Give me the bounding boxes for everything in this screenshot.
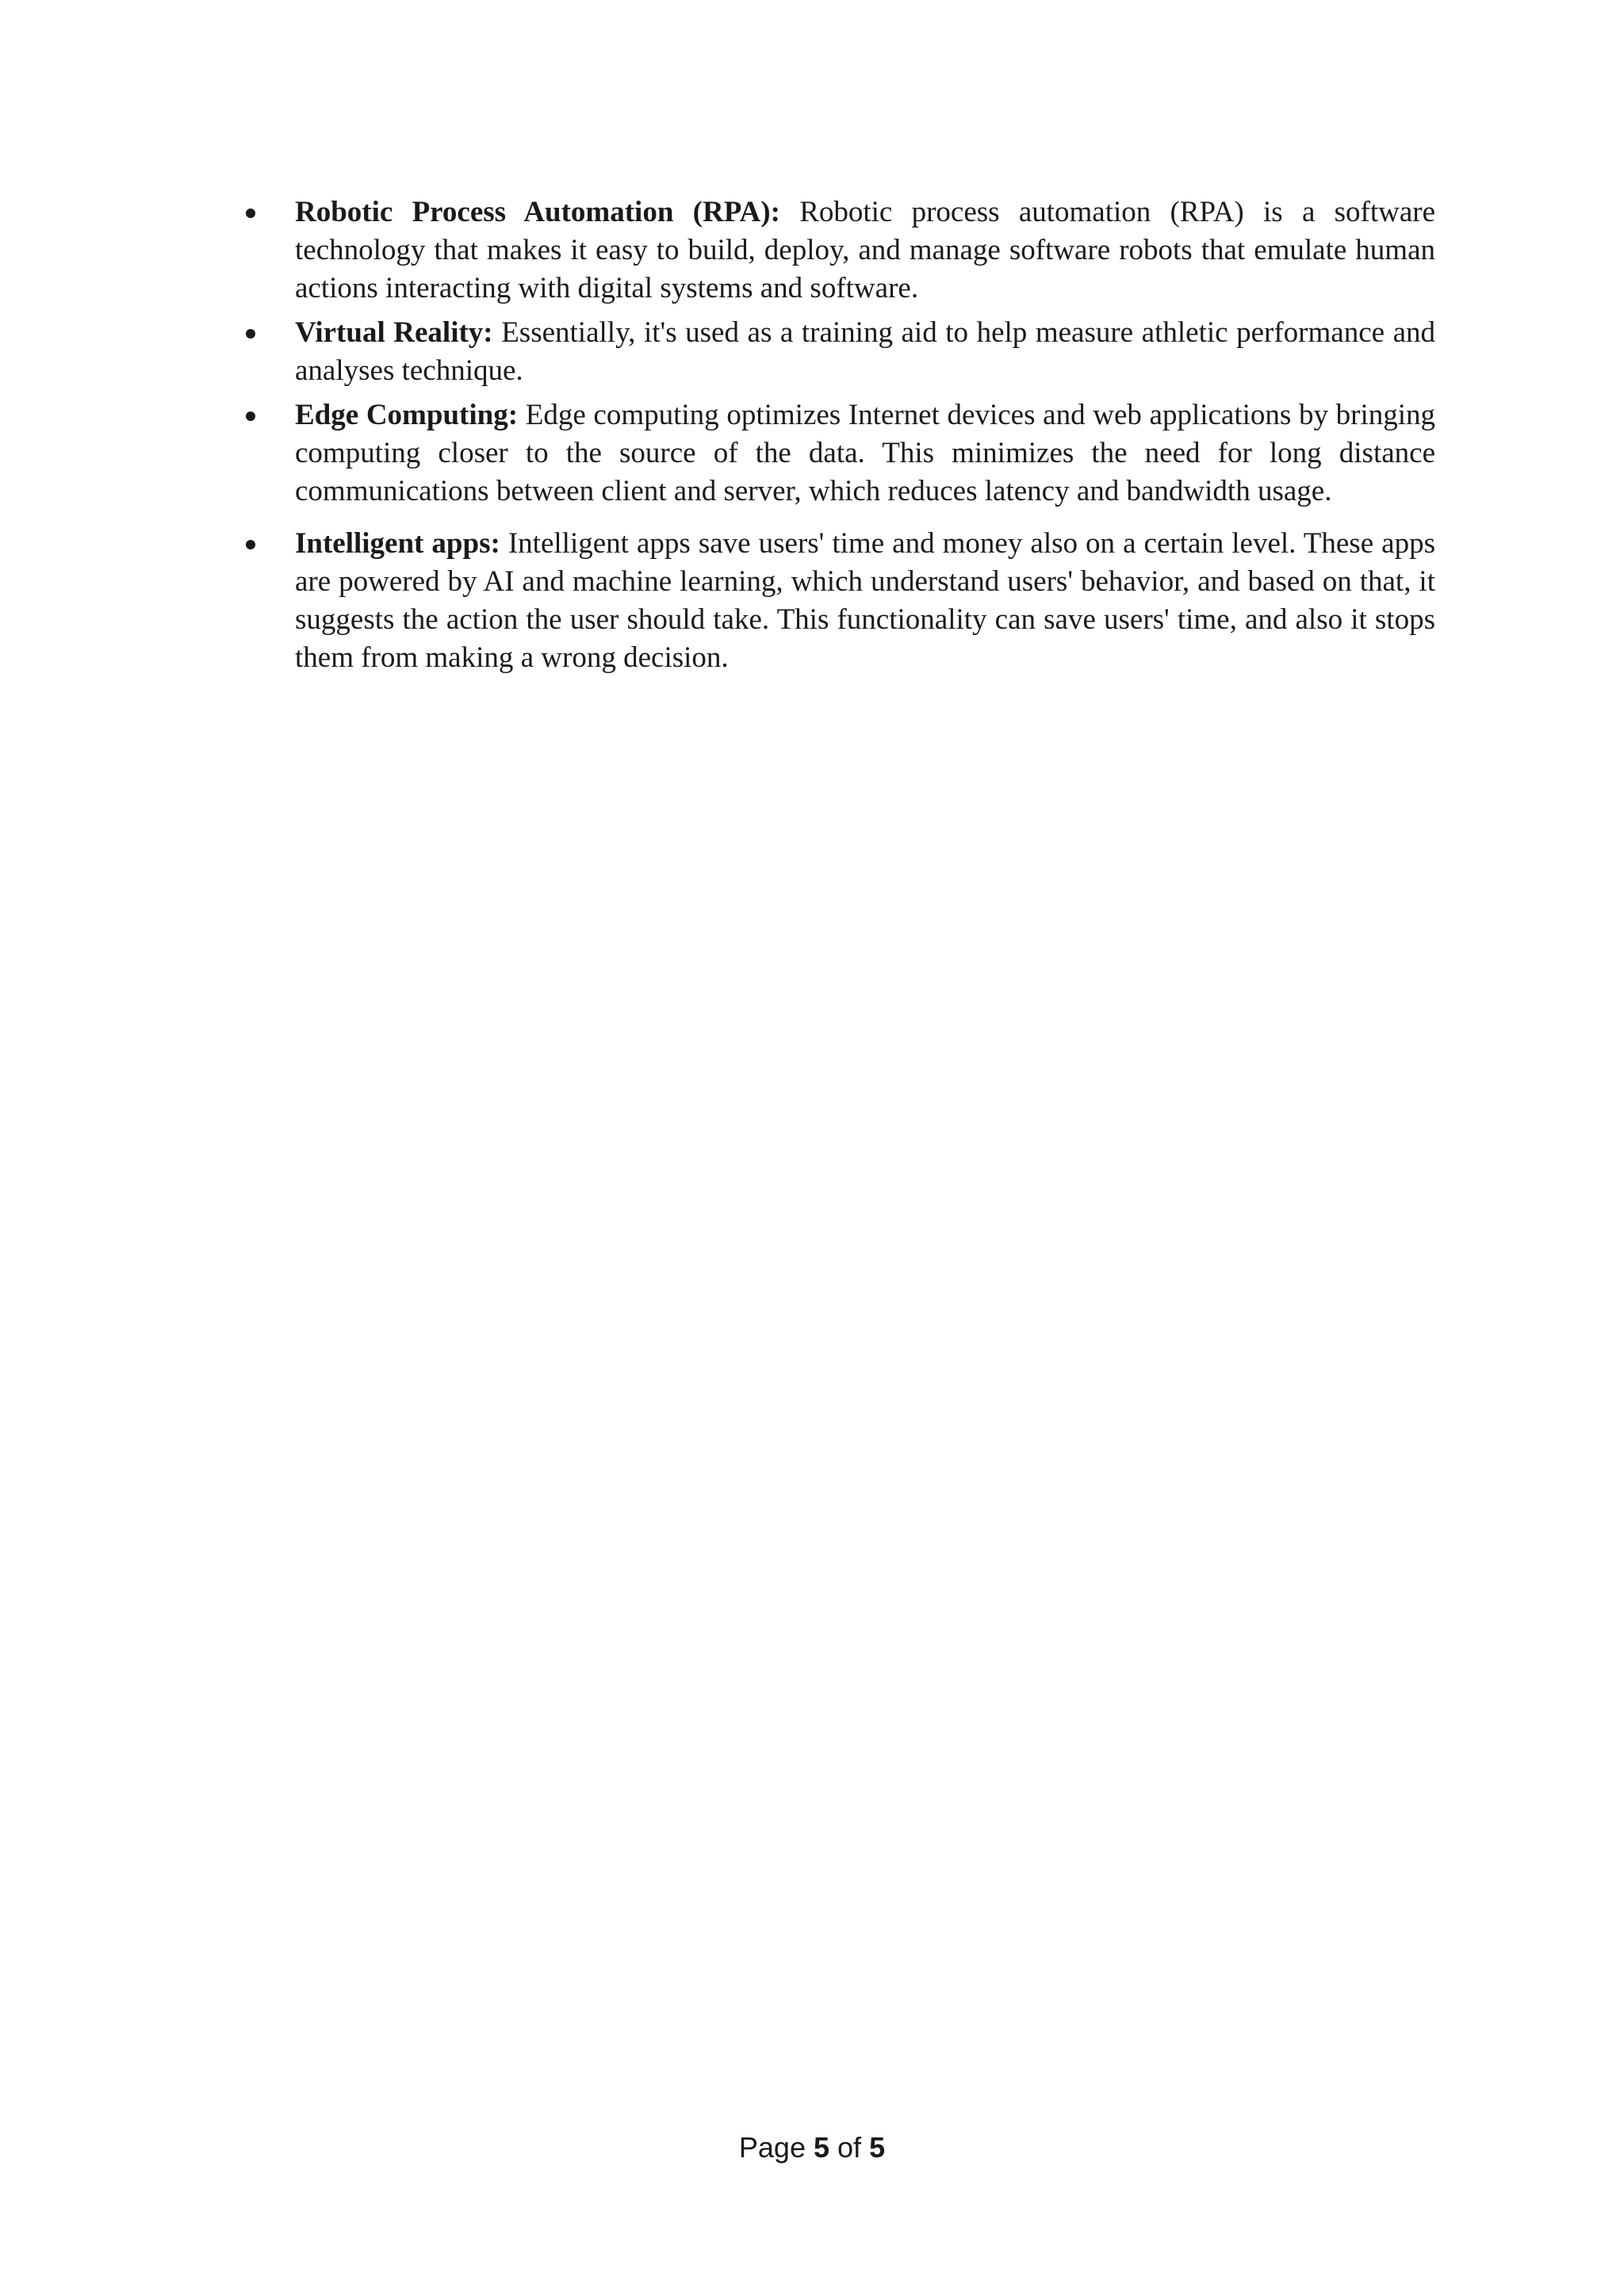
list-item-text: Robotic process automation (RPA) is a software technology that makes it easy to build, deploy, and manage software robots that emulate human actions interacting with digital systems and software.	[295, 196, 1436, 304]
total-page-count: 5	[869, 2131, 886, 2164]
bullet-icon	[246, 329, 255, 339]
list-item-term: Robotic Process Automation (RPA):	[295, 196, 780, 228]
list-item-edge-computing	[238, 396, 1435, 511]
list-item-rpa	[238, 193, 1435, 308]
page-footer	[0, 2131, 1624, 2164]
list-item-text: Edge computing optimizes Internet devices and web applications by bringing computing closer to the source of the data. This minimizes the need for long distance communications between client and server, which reduces latency and bandwidth usage.	[295, 399, 1436, 507]
list-item-text: Essentially, it's used as a training aid to help measure athletic performance and analyses technique.	[295, 316, 1436, 387]
page-label: Page	[738, 2131, 806, 2164]
bullet-list	[238, 193, 1435, 677]
page-content	[238, 193, 1435, 683]
list-item-term: Edge Computing:	[295, 399, 519, 431]
page-of-label: of	[837, 2131, 862, 2164]
bullet-icon	[246, 209, 255, 218]
bullet-icon	[246, 540, 255, 549]
current-page-number: 5	[813, 2131, 830, 2164]
list-item-term: Virtual Reality:	[295, 316, 493, 349]
list-item-intelligent-apps	[238, 525, 1435, 677]
list-item-virtual-reality	[238, 314, 1435, 390]
list-item-term: Intelligent apps:	[295, 527, 500, 560]
list-item-text: Intelligent apps save users' time and money also on a certain level. These apps are powered by AI and machine learning, which understand users' behavior, and based on that, it suggests the action the user should take. This functionality can save users' time, and also it stops them from making a wrong decision.	[295, 527, 1435, 674]
bullet-icon	[246, 411, 255, 421]
